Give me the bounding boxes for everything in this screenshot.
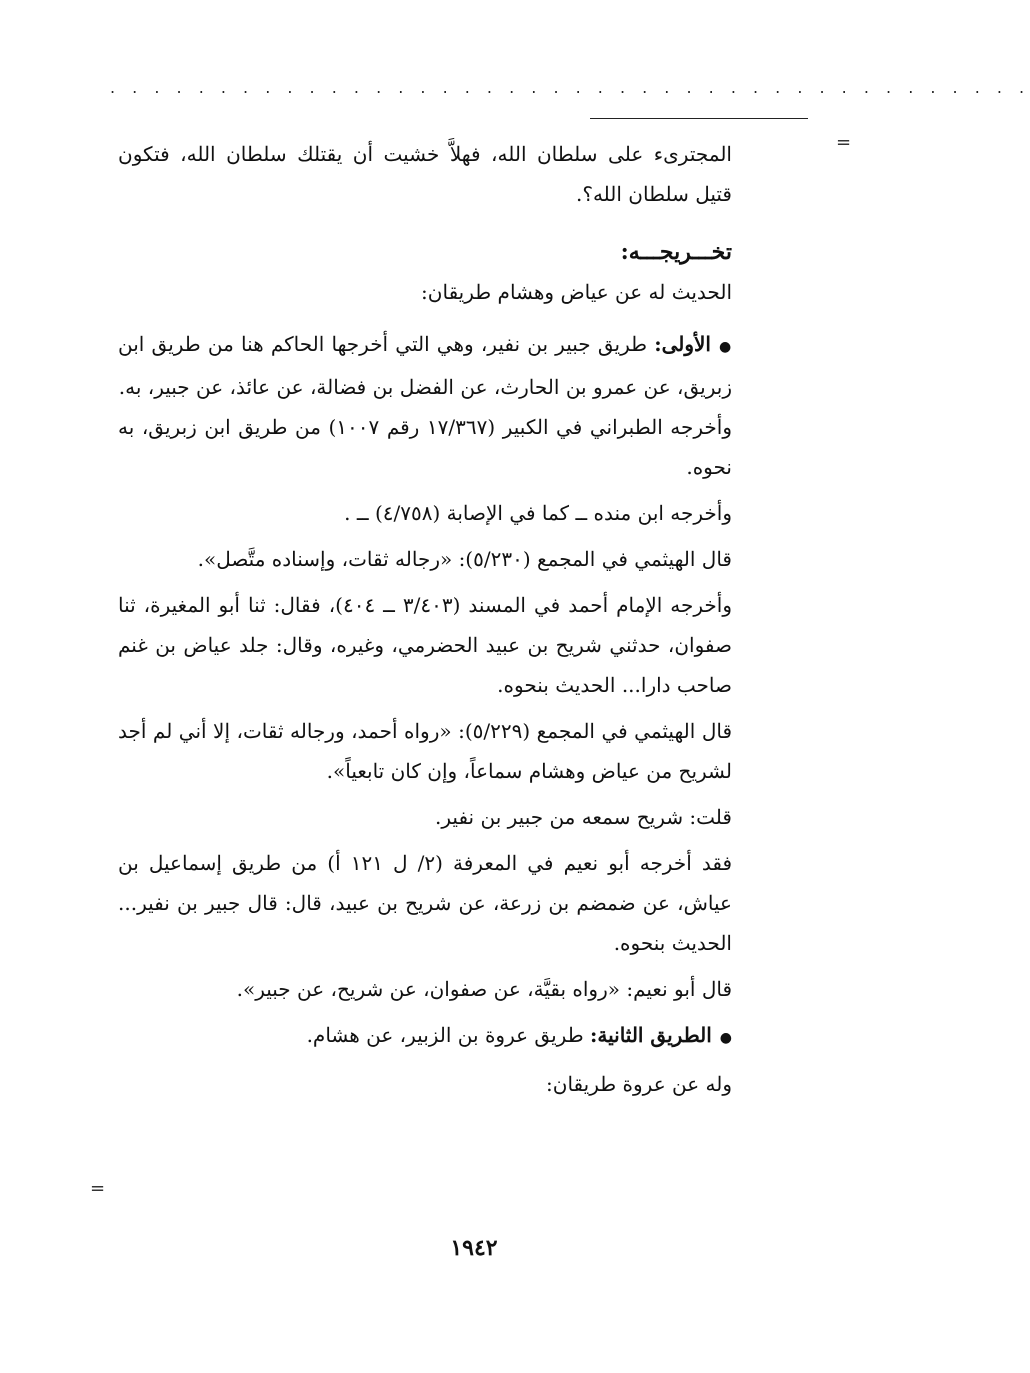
- second-route-text: طريق عروة بن الزبير، عن هشام.: [306, 1023, 584, 1047]
- paragraph-haythami-1: قال الهيثمي في المجمع (٥/٢٣٠): «رجاله ثقات، وإسناده متَّصل».: [197, 547, 732, 571]
- paragraph-intro: الحديث له عن عياض وهشام طريقان:: [421, 280, 732, 304]
- paragraph-abu-nuaym-quote: قال أبو نعيم: «رواه بقيَّة، عن صفوان، عن شريح، عن جبير».: [236, 977, 732, 1001]
- margin-mark-top: =: [836, 132, 852, 153]
- second-route-lead: الطريق الثانية:: [589, 1023, 712, 1047]
- paragraph-continuation: المجترىء على سلطان الله، فهلاَّ خشيت أن يقتلك سلطان الله، فتكون قتيل سلطان الله؟.: [118, 142, 732, 206]
- first-route-text: طريق جبير بن نفير، وهي التي أخرجها الحاكم هنا من طريق ابن زبريق، عن عمرو بن الحارث، عن الفضل بن فضالة، عن عائذ، عن جبير، به.: [118, 332, 732, 399]
- bullet-icon: ●: [718, 339, 733, 355]
- paragraph-first-route: [118, 324, 732, 407]
- paragraph-ibn-mandah: وأخرجه ابن منده ــ كما في الإصابة (٤/٧٥٨) ــ .: [344, 501, 732, 525]
- page-body: [118, 134, 732, 1104]
- paragraph-urwa-routes: وله عن عروة طريقان:: [546, 1072, 732, 1096]
- paragraph-abu-nuaym: فقد أخرجه أبو نعيم في المعرفة (٢/ ل ١٢١ أ) من طريق إسماعيل بن عياش، عن ضمضم بن زرعة، عن شريح بن عبيد، قال: قال جبير بن نفير... الحديث بنحوه.: [118, 851, 733, 955]
- header-rule: [590, 118, 808, 119]
- header-dotted-line: . . . . . . . . . . . . . . . . . . . . . . . . . . . . . . . . . . . . . . . . . .: [110, 78, 1030, 97]
- page-number: ١٩٤٢: [450, 1235, 498, 1261]
- paragraph-tabarani: وأخرجه الطبراني في الكبير (١٧/٣٦٧ رقم ١٠٠٧) من طريق ابن زبريق، به نحوه.: [118, 415, 733, 479]
- bullet-icon: ●: [719, 1030, 732, 1046]
- paragraph-ahmad: وأخرجه الإمام أحمد في المسند (٣/٤٠٣ ــ ٤٠٤)، فقال: ثنا أبو المغيرة، ثنا صفوان، حدثني شريح بن عبيد الحضرمي، وغيره، وقال: جلد عياض بن غنم صاحب دارا... الحديث بنحوه.: [118, 593, 733, 697]
- paragraph-second-route: [118, 1015, 732, 1058]
- margin-mark-bottom: =: [90, 1178, 106, 1199]
- paragraph-qultu: قلت: شريح سمعه من جبير بن نفير.: [435, 805, 732, 829]
- first-route-lead: الأولى:: [654, 332, 711, 356]
- section-heading-takhrij: تخـــريجـــه:: [620, 239, 732, 265]
- paragraph-haythami-2: قال الهيثمي في المجمع (٥/٢٢٩): «رواه أحمد، ورجاله ثقات، إلا أني لم أجد لشريح من عياض وهشام سماعاً، وإن كان تابعياً».: [118, 719, 732, 783]
